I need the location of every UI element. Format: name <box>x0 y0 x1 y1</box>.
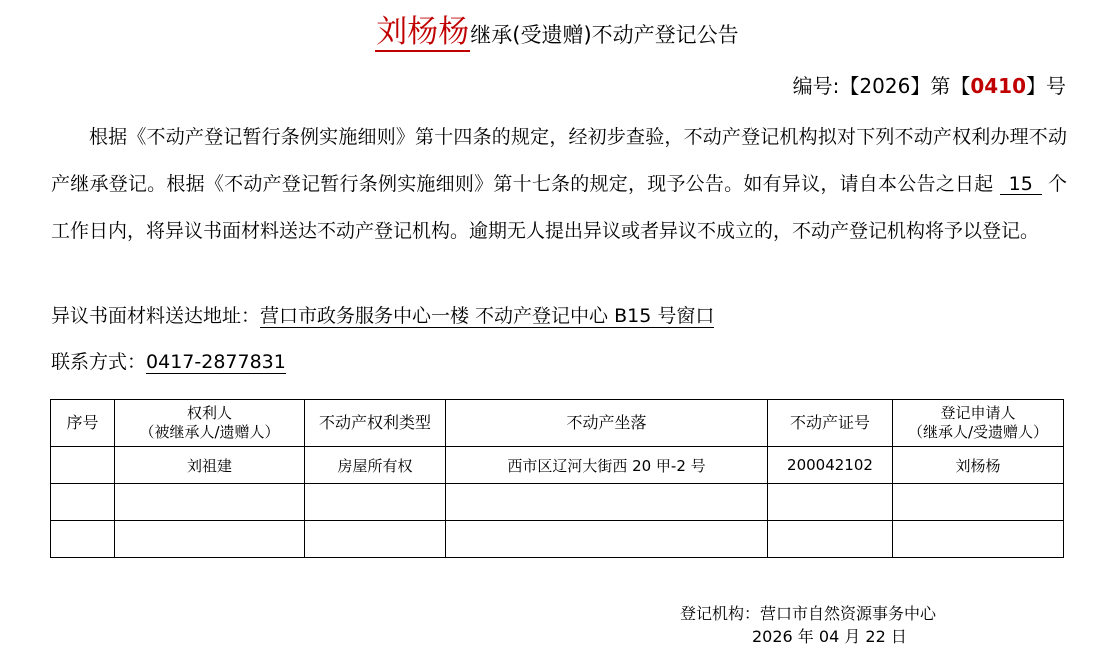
cell-seq <box>51 521 115 558</box>
contact-phone: 0417-2877831 <box>146 351 286 373</box>
contact-info <box>51 347 286 374</box>
header-applicant-main: 登记申请人 <box>940 404 1016 422</box>
doc-number-serial: 0410 <box>970 74 1026 98</box>
cell-location <box>446 521 768 558</box>
cell-right-type: 房屋所有权 <box>305 447 446 484</box>
cell-seq <box>51 484 115 521</box>
cell-holder: 刘祖建 <box>115 447 305 484</box>
header-location: 不动产坐落 <box>446 400 768 447</box>
objection-address <box>51 301 714 328</box>
header-seq: 序号 <box>51 400 115 447</box>
cell-cert-no <box>768 521 893 558</box>
contact-label: 联系方式： <box>51 351 147 373</box>
registration-authority: 登记机构：营口市自然资源事务中心 <box>680 604 937 623</box>
document-number <box>793 70 1066 99</box>
cell-location: 西市区辽河大街西 20 甲-2 号 <box>446 447 768 484</box>
title-suffix: 继承(受遗赠)不动产登记公告 <box>470 23 739 47</box>
announcement-date: 2026 年 04 月 22 日 <box>752 627 907 646</box>
cell-holder <box>115 484 305 521</box>
doc-number-suffix: 】号 <box>1026 74 1066 98</box>
cell-applicant <box>893 484 1064 521</box>
doc-number-prefix: 编号:【 <box>792 74 860 98</box>
cell-cert-no <box>768 484 893 521</box>
applicant-name: 刘杨杨 <box>376 14 470 50</box>
header-holder-sub: （被继承人/遗赠人） <box>139 423 280 441</box>
cell-location <box>446 484 768 521</box>
announcement-body <box>51 114 1067 255</box>
header-applicant <box>893 400 1064 447</box>
cell-applicant: 刘杨杨 <box>893 447 1064 484</box>
doc-number-mid: 】第【 <box>910 74 971 98</box>
body-part-1: 根据《不动产登记暂行条例实施细则》第十四条的规定，经初步查验，不动产登记机构拟对下列不动产权利办理不动产继承登记。根据《不动产登记暂行条例实施细则》第十七条的规定，现予公告。如有异议，请自本公告之日起 <box>51 126 1067 195</box>
doc-number-year: 2026 <box>859 74 911 98</box>
header-cert-no: 不动产证号 <box>768 400 893 447</box>
table-row <box>51 484 1064 521</box>
header-holder <box>115 400 305 447</box>
body-part-2: 个工作日内，将异议书面材料送达不动产登记机构。逾期无人提出异议或者异议不成立的，不动产登记机构将予以登记。 <box>51 173 1067 242</box>
registration-table <box>50 399 1064 558</box>
cell-right-type <box>305 521 446 558</box>
cell-applicant <box>893 521 1064 558</box>
objection-days: 15 <box>1000 174 1042 195</box>
header-applicant-sub: （继承人/受遗赠人） <box>907 423 1049 441</box>
table-row <box>51 447 1064 484</box>
table-row <box>51 521 1064 558</box>
address-value: 营口市政务服务中心一楼 不动产登记中心 B15 号窗口 <box>260 305 715 327</box>
cell-seq <box>51 447 115 484</box>
table-header-row <box>51 400 1064 447</box>
header-holder-main: 权利人 <box>186 404 232 422</box>
address-label: 异议书面材料送达地址： <box>51 305 261 327</box>
announcement-title <box>0 14 1114 51</box>
cell-holder <box>115 521 305 558</box>
cell-cert-no: 200042102 <box>768 447 893 484</box>
header-right-type: 不动产权利类型 <box>305 400 446 447</box>
cell-right-type <box>305 484 446 521</box>
